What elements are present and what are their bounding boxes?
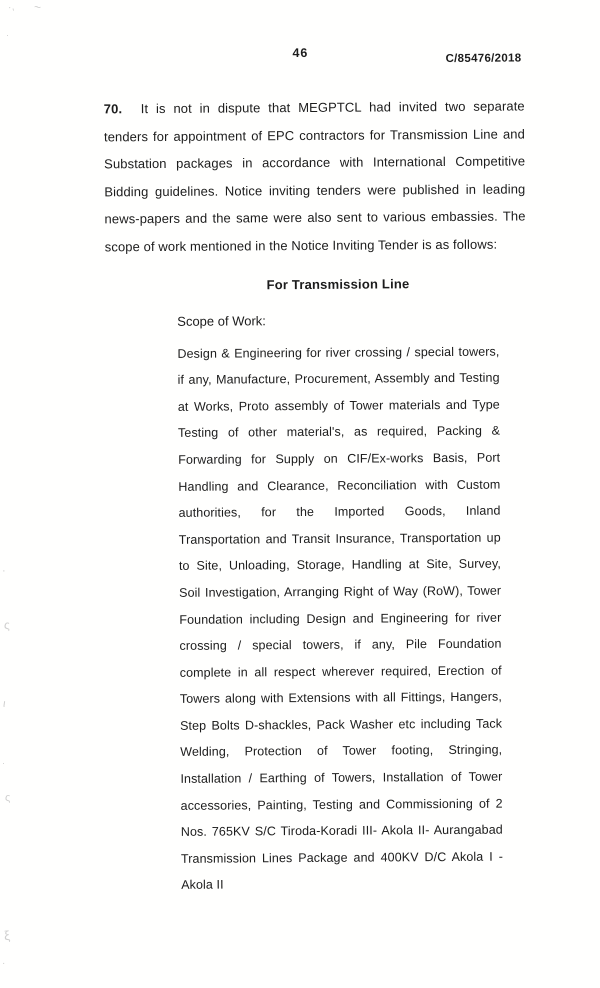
page-number: 46: [292, 45, 309, 61]
scope-of-work-label: Scope of Work:: [177, 312, 266, 329]
paragraph-70: [104, 92, 526, 260]
scan-artifact: ς: [5, 792, 11, 804]
scan-artifact: ·,: [6, 1, 16, 14]
scan-artifact: ι: [2, 697, 7, 711]
case-reference: C/85476/2018: [445, 52, 522, 65]
scan-artifact: ·: [2, 758, 5, 768]
scan-artifact: ξ: [3, 927, 11, 944]
paragraph-70-text: It is not in dispute that MEGPTCL had invited two separate tenders for appointment of EPC contractors for Transmission Line and Substation packages in accordance with International Competitive Bidding guidelines. Notice inviting tenders were published in leading news-papers and the same were also sent to various embassies. The scope of work mentioned in the Notice Inviting Tender is as follows:: [103, 98, 526, 255]
section-heading-for-transmission-line: For Transmission Line: [266, 275, 410, 292]
paragraph-number: 70.: [103, 101, 123, 117]
scan-artifact: ·: [2, 958, 6, 969]
scope-of-work-text: Design & Engineering for river crossing / special towers, if any, Manufacture, Procurement, Assembly and Testing at Works, Proto assembly of Tower materials and Type Testing of other material's, as required, Packing & Forwarding for Supply on CIF/Ex-works Basis, Port Handling and Clearance, Reconciliation with Custom authorities, for the Imported Goods, Inland Transportation and Transit Insurance, Transportation up to Site, Unloading, Storage, Handling at Site, Survey, Soil Investigation, Arranging Right of Way (RoW), Tower Foundation including Design and Engineering for river crossing / special towers, if any, Pile Foundation complete in all respect wherever required, Erection of Towers along with Extensions with all Fittings, Hangers, Step Bolts D-shackles, Pack Washer etc including Tack Welding, Protection of Tower footing, Stringing, Installation / Earthing of Towers, Installation of Tower accessories, Painting, Testing and Commissioning of 2 Nos. 765KV S/C Tiroda-Koradi III- Akola II- Aurangabad Transmission Lines Package and 400KV D/C Akola I - Akola II: [177, 344, 504, 893]
scan-artifact: ·: [6, 30, 9, 40]
scan-artifact: ~: [33, 0, 42, 15]
scan-artifact: ·: [2, 565, 6, 577]
scan-artifact: ς: [4, 618, 10, 632]
